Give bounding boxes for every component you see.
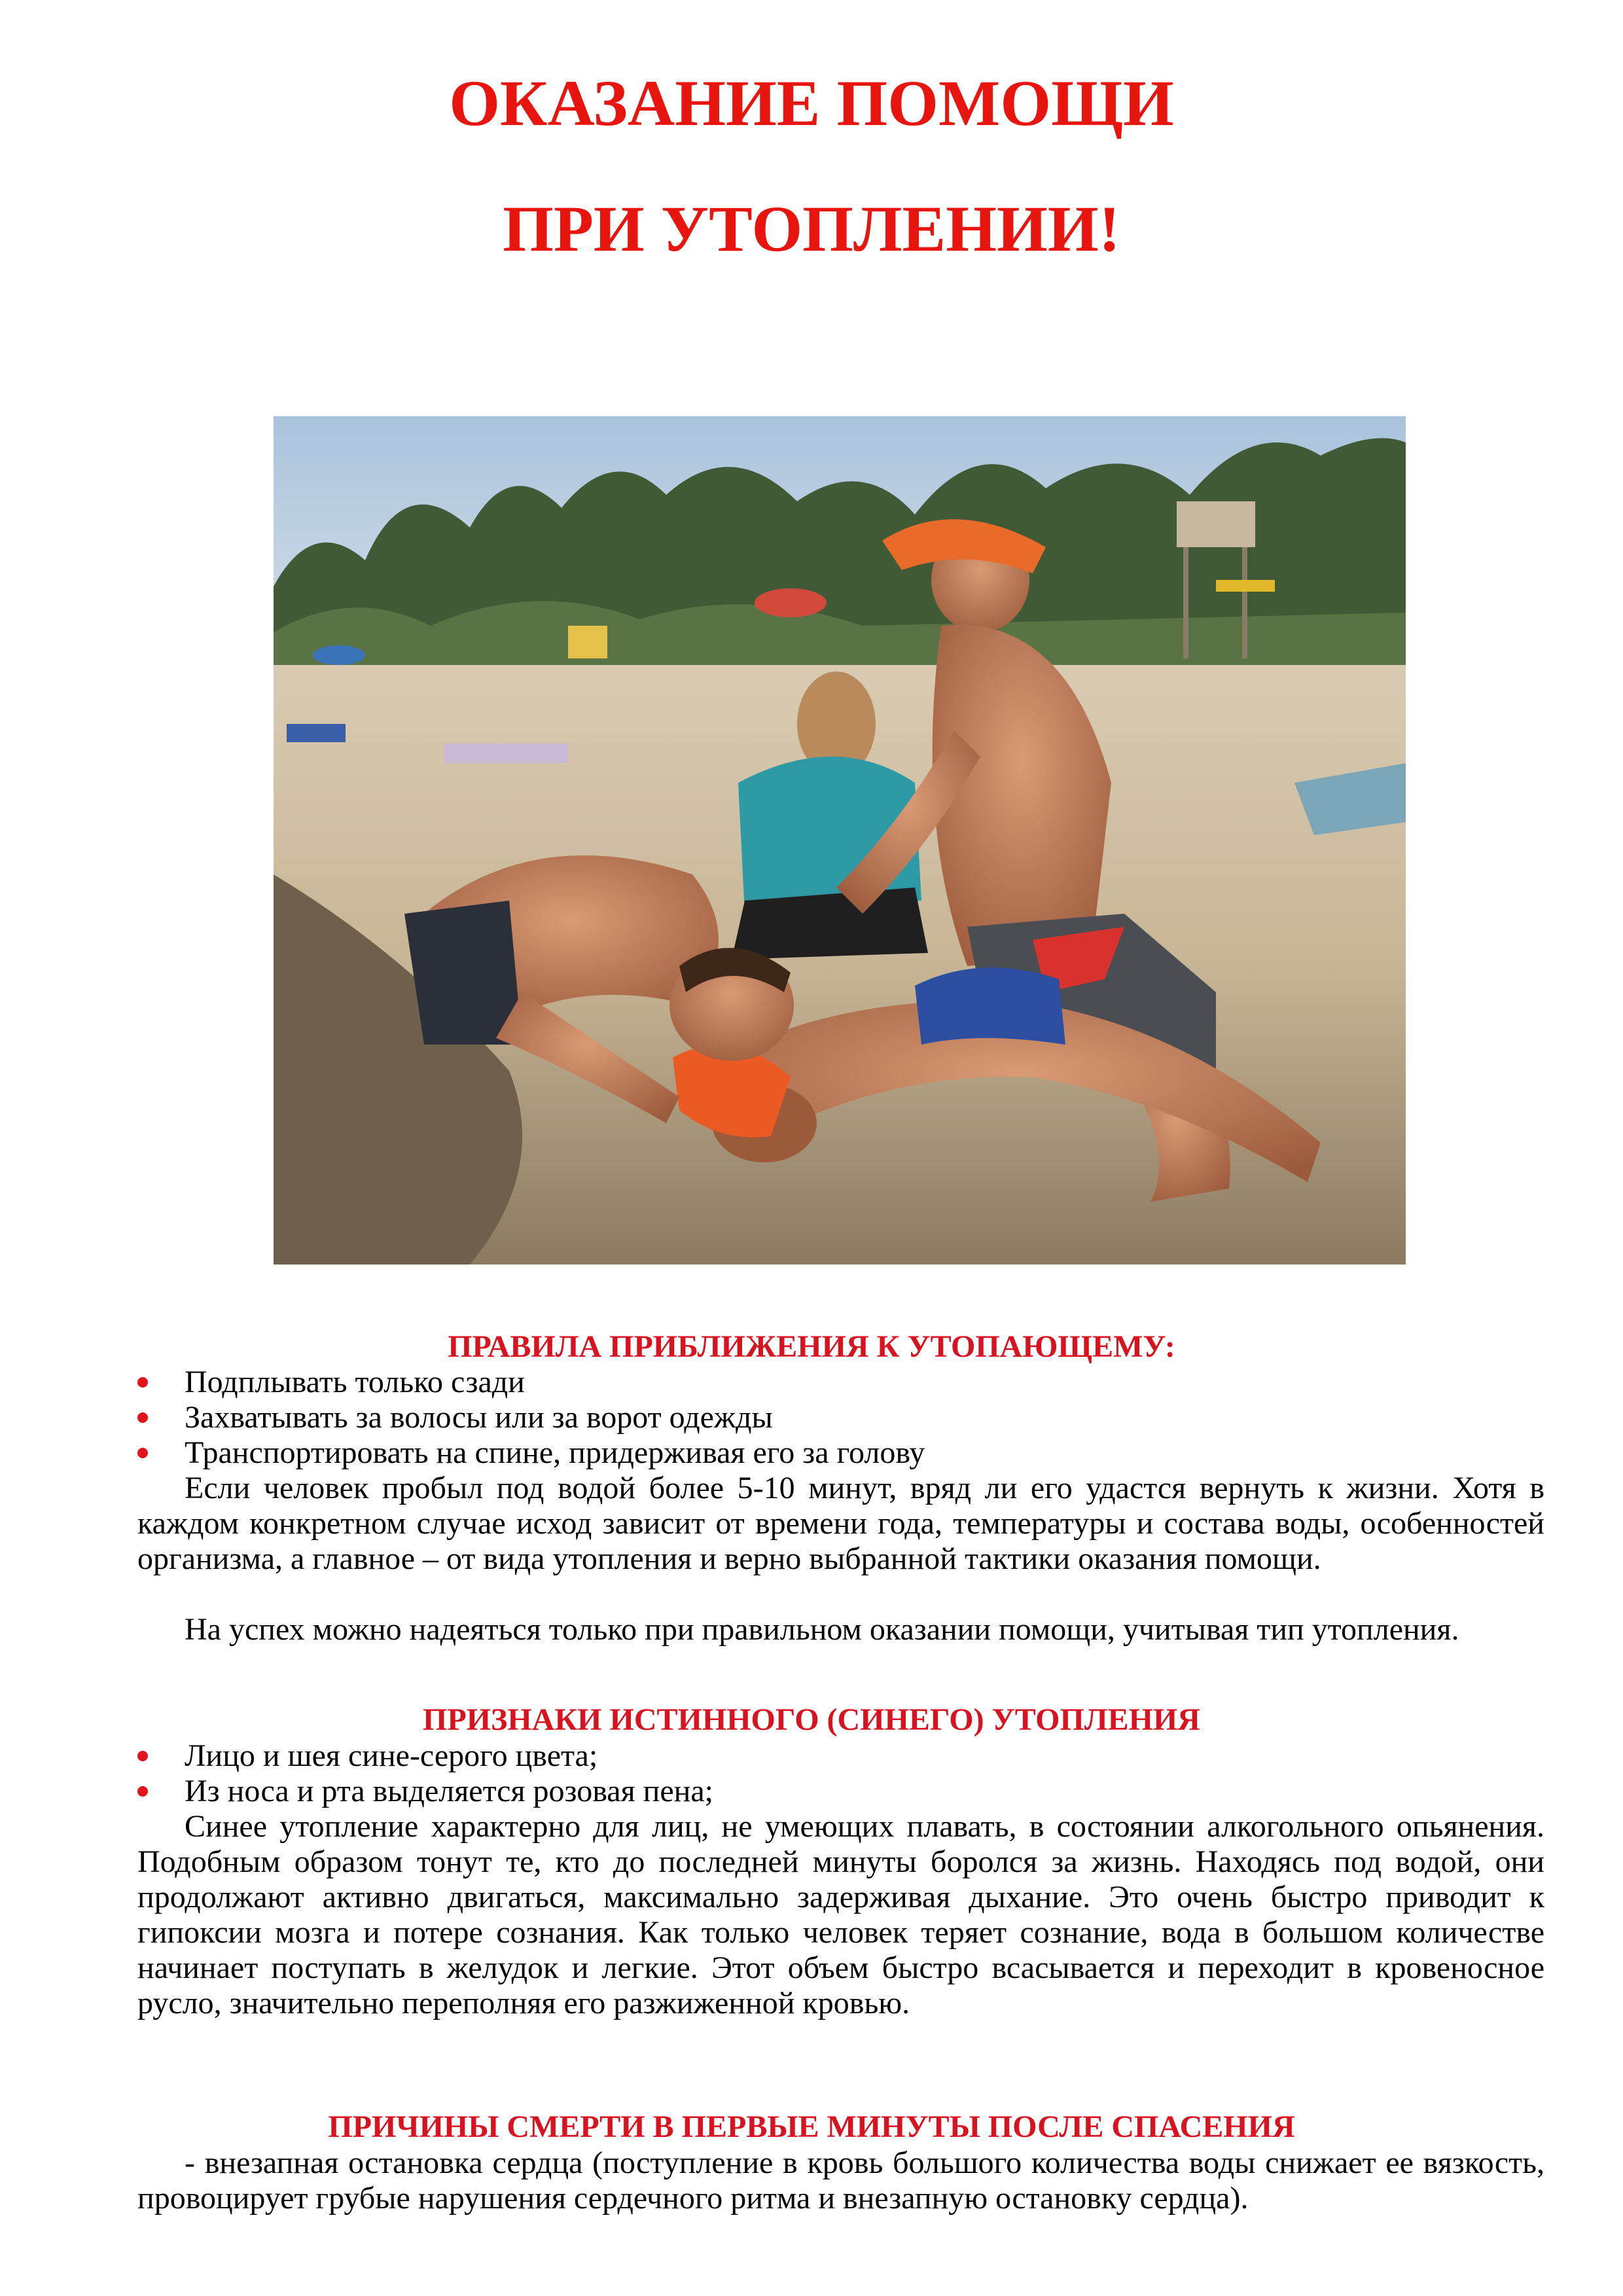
paragraph-success-hope: На успех можно надеяться только при правильном оказании помощи, учитывая тип утопления. <box>185 1612 1459 1647</box>
true-drowning-signs-list <box>137 1738 1558 1809</box>
page-title-line-1: ОКАЗАНИЕ ПОМОЩИ <box>449 67 1174 139</box>
section-heading-approach-rules: ПРАВИЛА ПРИБЛИЖЕНИЯ К УТОПАЮЩЕМУ: <box>448 1329 1175 1364</box>
list-item: Подплывать только сзади <box>137 1365 1558 1400</box>
paragraph-time-under-water: Если человек пробыл под водой более 5-10 минут, вряд ли его удастся вернуть к жизни. Хотя в каждом конкретном случае исход зависит от времени года, температуры и состава воды, особенностей организма, а главное – от вида утопления и верно выбранной тактики оказания помощи. <box>137 1471 1544 1576</box>
list-item: Захватывать за волосы или за ворот одежды <box>137 1400 1558 1435</box>
list-item: Транспортировать на спине, придерживая его за голову <box>137 1435 1558 1471</box>
list-item: Из носа и рта выделяется розовая пена; <box>137 1774 1558 1809</box>
paragraph-blue-drowning: Синее утопление характерно для лиц, не умеющих плавать, в состоянии алкогольного опьянения. Подобным образом тонут те, кто до последней минуты боролся за жизнь. Находясь под водой, они продолжают активно двигаться, максимально задерживая дыхание. Это очень быстро приводит к гипоксии мозга и потере сознания. Как только человек теряет сознание, вода в большом количестве начинает поступать в желудок и легкие. Этот объем быстро всасывается и переходит в кровеносное русло, значительно переполняя его разжиженной кровью. <box>137 1809 1544 2020</box>
paragraph-cardiac-arrest: - внезапная остановка сердца (поступление в кровь большого количества воды снижает ее вязкость, провоцирует грубые нарушения сердечного ритма и внезапную остановку сердца). <box>137 2145 1544 2215</box>
beach-rescue-photo <box>274 416 1406 1265</box>
section-heading-true-drowning-signs: ПРИЗНАКИ ИСТИННОГО (СИНЕГО) УТОПЛЕНИЯ <box>423 1702 1200 1737</box>
bullet-dot <box>137 1377 148 1388</box>
bullet-dot <box>137 1412 148 1423</box>
section-heading-death-causes: ПРИЧИНЫ СМЕРТИ В ПЕРВЫЕ МИНУТЫ ПОСЛЕ СПАСЕНИЯ <box>328 2109 1295 2144</box>
list-item: Лицо и шея сине-серого цвета; <box>137 1738 1558 1774</box>
bullet-dot <box>137 1786 148 1797</box>
approach-rules-list <box>137 1365 1558 1471</box>
page-title-line-2: ПРИ УТОПЛЕНИИ! <box>503 192 1120 265</box>
bullet-dot <box>137 1751 148 1761</box>
bullet-dot <box>137 1448 148 1458</box>
